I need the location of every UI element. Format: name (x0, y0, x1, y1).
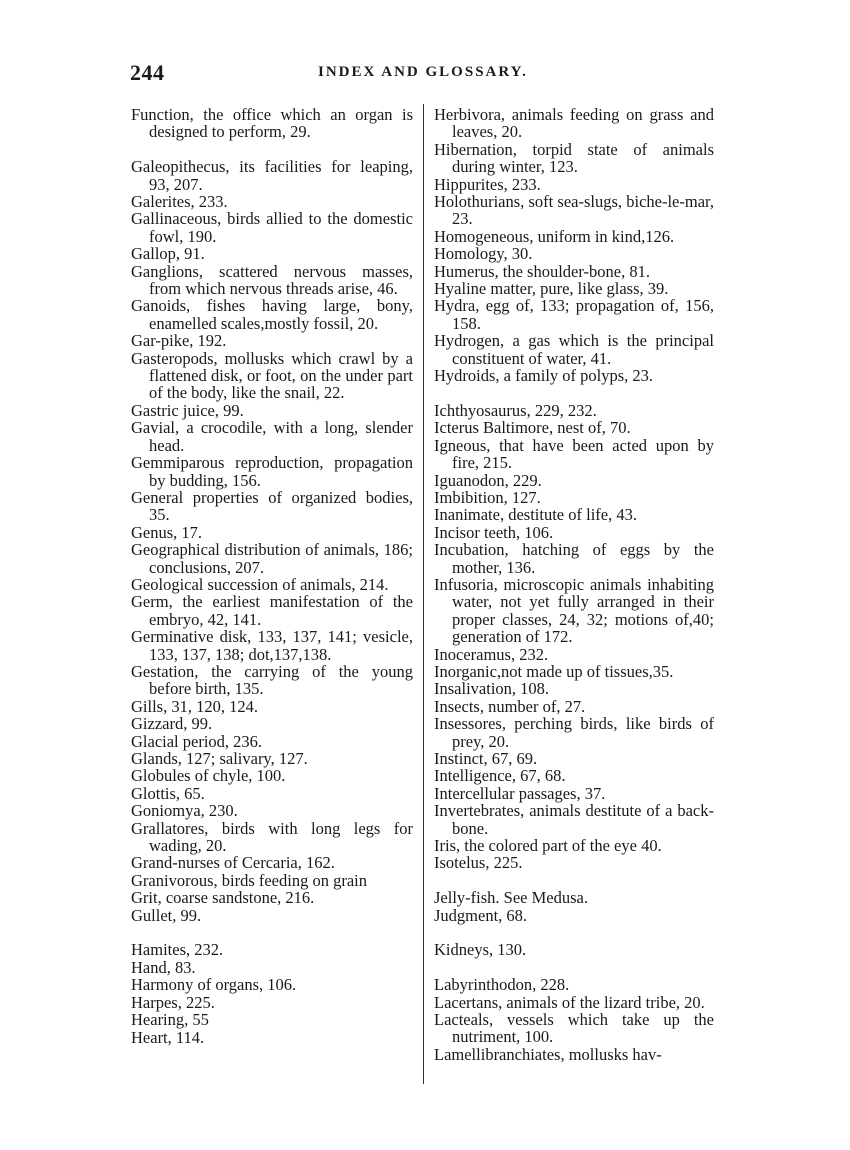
index-entry: Ganglions, scattered nervous masses, from which nervous threads arise, 46. (131, 261, 413, 299)
index-entry: Grit, coarse sandstone, 216. (131, 888, 315, 908)
index-entry: Galerites, 233. (131, 192, 228, 212)
index-entry: Iris, the colored part of the eye 40. (434, 836, 662, 856)
index-entry: Goniomya, 230. (131, 801, 238, 821)
index-entry: Gullet, 99. (131, 905, 202, 925)
index-entry: Icterus Baltimore, nest of, 70. (434, 418, 631, 438)
index-entry: Inoceramus, 232. (434, 644, 549, 664)
index-entry: Incisor teeth, 106. (434, 522, 554, 542)
index-entry: Hydra, egg of, 133; propagation of, 156, 158. (434, 296, 714, 333)
index-entry: Isotelus, 225. (434, 853, 523, 873)
index-entry: Homology, 30. (434, 244, 533, 264)
index-entry: Globules of chyle, 100. (131, 766, 286, 786)
index-entry: Heart, 114. (131, 1027, 205, 1047)
index-entry: Hibernation, torpid state of animals during winter, 123. (434, 139, 714, 177)
index-entry: Humerus, the shoulder-bone, 81. (434, 261, 650, 281)
index-entry: Igneous, that have been acted upon by fire, 215. (434, 435, 714, 473)
index-entry: Gestation, the carrying of the young before birth, 135. (131, 661, 413, 699)
index-entry: Lacertans, animals of the lizard tribe, 20. (434, 992, 705, 1012)
index-entry: Gar-pike, 192. (131, 331, 227, 351)
index-entry: Harmony of organs, 106. (131, 975, 297, 995)
index-entry: Homogeneous, uniform in kind,126. (434, 226, 675, 246)
index-entry: Genus, 17. (131, 522, 203, 542)
index-entry: Glands, 127; salivary, 127. (131, 749, 308, 769)
section-gap (131, 924, 413, 941)
index-entry: Invertebrates, animals destitute of a back-bone. (434, 801, 714, 838)
index-entry: Infusoria, microscopic animals inhabiting water, not yet fully arranged in their proper classes, 24, 32; motions of,40; generation of 172. (434, 574, 714, 647)
section-gap (131, 141, 413, 158)
index-entry: Judgment, 68. (434, 905, 528, 925)
index-entry: Granivorous, birds feeding on grain (131, 870, 367, 890)
index-entry: Hydroids, a family of polyps, 23. (434, 366, 654, 386)
index-entry: Gasteropods, mollusks which crawl by a flattened disk, or foot, on the under part of the body, like the snail, 22. (131, 348, 413, 403)
section-gap (434, 872, 714, 889)
index-entry: Gavial, a crocodile, with a long, slender head. (131, 418, 413, 455)
index-entry: Hand, 83. (131, 957, 196, 977)
index-entry: Grand-nurses of Cercaria, 162. (131, 853, 335, 873)
left-column (131, 106, 413, 1046)
index-entry: Harpes, 225. (131, 992, 215, 1012)
index-entry: Grallatores, birds with long legs for wading, 20. (131, 818, 413, 856)
index-entry: Instinct, 67, 69. (434, 749, 538, 769)
index-entry: Hamites, 232. (131, 940, 224, 960)
section-gap (434, 959, 714, 976)
index-entry: Gemmiparous reproduction, propagation by budding, 156. (131, 453, 413, 490)
page-number: 244 (130, 60, 165, 85)
index-entry: Lacteals, vessels which take up the nutriment, 100. (434, 1010, 714, 1047)
index-entry: Inorganic,not made up of tissues,35. (434, 661, 674, 681)
index-entry: Kidneys, 130. (434, 940, 527, 960)
column-divider (423, 104, 424, 1084)
index-entry: Gills, 31, 120, 124. (131, 696, 258, 716)
index-entry: Gallop, 91. (131, 244, 205, 264)
index-entry: Intercellular passages, 37. (434, 783, 606, 803)
index-entry: Hyaline matter, pure, like glass, 39. (434, 279, 669, 299)
index-entry: Lamellibranchiates, mollusks hav- (434, 1044, 662, 1064)
index-entry: Glacial period, 236. (131, 731, 263, 751)
index-entry: Gizzard, 99. (131, 714, 213, 734)
index-entry: Insessores, perching birds, like birds of prey, 20. (434, 714, 714, 751)
index-entry: Holothurians, soft sea-slugs, biche-le-mar, 23. (434, 192, 714, 229)
index-entry: Gastric juice, 99. (131, 400, 244, 420)
index-entry: Geological succession of animals, 214. (131, 574, 389, 594)
right-column (434, 106, 714, 1063)
index-entry: Gallinaceous, birds allied to the domestic fowl, 190. (131, 209, 413, 246)
index-entry: Incubation, hatching of eggs by the mother, 136. (434, 540, 714, 577)
index-entry: Insalivation, 108. (434, 679, 550, 699)
index-entry: Jelly-fish. See Medusa. (434, 888, 588, 908)
index-entry: Glottis, 65. (131, 783, 205, 803)
index-entry: Geographical distribution of animals, 186; conclusions, 207. (131, 540, 413, 577)
index-entry: Intelligence, 67, 68. (434, 766, 566, 786)
index-entry: Labyrinthodon, 228. (434, 975, 570, 995)
index-entry: Inanimate, destitute of life, 43. (434, 505, 637, 525)
index-entry: Galeopithecus, its facilities for leaping, 93, 207. (131, 157, 413, 194)
section-gap (434, 924, 714, 941)
index-entry: Iguanodon, 229. (434, 470, 542, 490)
index-entry: Ganoids, fishes having large, bony, enamelled scales,mostly fossil, 20. (131, 296, 413, 333)
index-entry: General properties of organized bodies, 35. (131, 487, 413, 525)
index-entry: Insects, number of, 27. (434, 696, 586, 716)
index-entry: Herbivora, animals feeding on grass and leaves, 20. (434, 105, 714, 142)
index-entry: Germ, the earliest manifestation of the embryo, 42, 141. (131, 592, 413, 629)
index-entry: Hearing, 55 (131, 1010, 209, 1030)
index-entry: Hydrogen, a gas which is the principal constituent of water, 41. (434, 331, 714, 368)
running-head: INDEX AND GLOSSARY. (318, 64, 528, 80)
index-entry: Function, the office which an organ is designed to perform, 29. (131, 105, 413, 142)
index-entry: Imbibition, 127. (434, 487, 541, 507)
index-entry: Hippurites, 233. (434, 174, 541, 194)
index-entry: Ichthyosaurus, 229, 232. (434, 400, 597, 420)
index-entry: Germinative disk, 133, 137, 141; vesicle, 133, 137, 138; dot,137,138. (131, 627, 413, 664)
section-gap (434, 385, 714, 402)
